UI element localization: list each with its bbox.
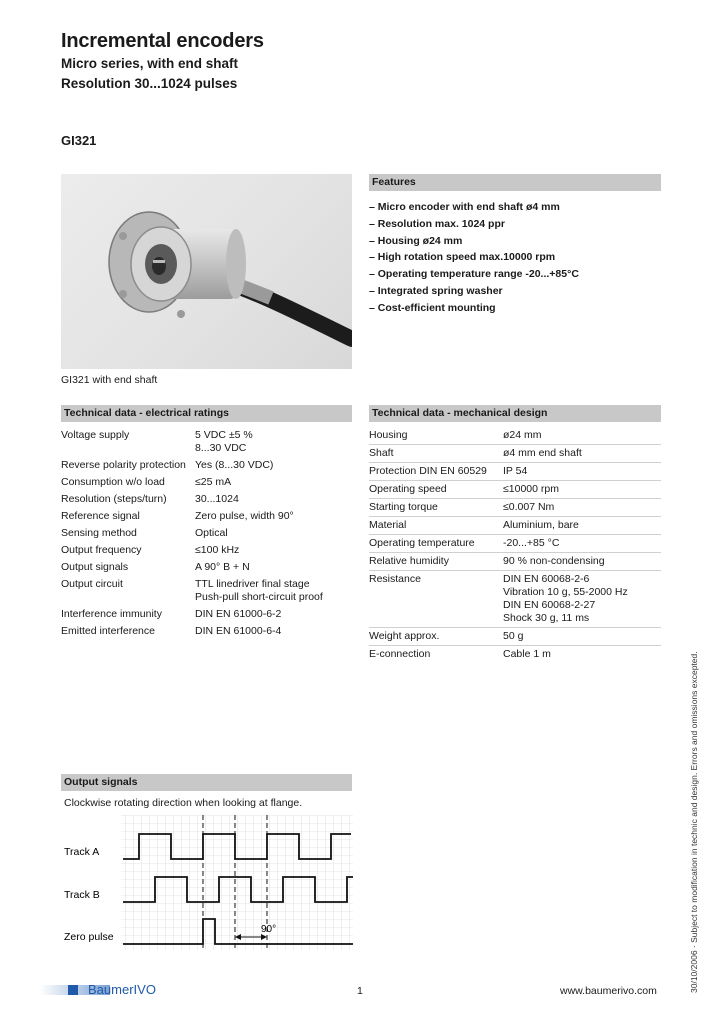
row-label: Emitted interference	[61, 625, 155, 637]
row-label: Resolution (steps/turn)	[61, 493, 167, 505]
row-label: Consumption w/o load	[61, 476, 165, 488]
brand-square-icon	[68, 985, 78, 995]
table-row	[369, 481, 661, 499]
mechanical-heading: Technical data - mechanical design	[369, 405, 661, 422]
table-row	[61, 623, 352, 640]
row-label: Material	[369, 519, 407, 531]
electrical-heading: Technical data - electrical ratings	[61, 405, 352, 422]
row-value: Aluminium, bare	[503, 519, 579, 531]
row-value: Zero pulse, width 90°	[195, 510, 294, 522]
brand-logo-text: Baumer	[88, 982, 134, 997]
feature-item: – Operating temperature range -20...+85°C	[369, 268, 579, 281]
features-section	[369, 174, 661, 317]
row-value: IP 54	[503, 465, 528, 477]
side-note-text: 30/10/2006 · Subject to modification in technic and design. Errors and omissions excepted.	[689, 651, 699, 993]
table-row	[61, 427, 352, 457]
row-label: Sensing method	[61, 527, 137, 539]
row-label: Relative humidity	[369, 555, 449, 567]
row-value: ø4 mm end shaft	[503, 447, 582, 459]
row-label: Output circuit	[61, 578, 123, 590]
table-row	[61, 491, 352, 508]
row-label: Starting torque	[369, 501, 438, 513]
table-row	[61, 542, 352, 559]
row-value: Cable 1 m	[503, 648, 551, 660]
table-row	[369, 646, 661, 663]
table-row	[61, 576, 352, 606]
page-title: Incremental encoders	[61, 30, 264, 52]
table-row	[369, 535, 661, 553]
table-row	[61, 457, 352, 474]
row-value: ≤100 kHz	[195, 544, 240, 556]
row-value: DIN EN 61000-6-4	[195, 625, 282, 637]
table-row	[369, 628, 661, 646]
brand-logo-suffix: IVO	[133, 982, 156, 997]
row-label: Output signals	[61, 561, 129, 573]
feature-item: – Integrated spring washer	[369, 284, 503, 297]
row-value: ø24 mm	[503, 429, 542, 441]
feature-item: – Cost-efficient mounting	[369, 301, 496, 314]
row-value: TTL linedriver final stage Push-pull short-circuit proof	[195, 578, 323, 603]
subtitle-series: Micro series, with end shaft	[61, 56, 239, 71]
encoder-illustration	[61, 174, 352, 369]
table-row	[369, 427, 661, 445]
row-value: ≤0.007 Nm	[503, 501, 555, 513]
feature-item: – Micro encoder with end shaft ø4 mm	[369, 201, 560, 213]
row-value: Optical	[195, 527, 228, 539]
zero-pulse-label: Zero pulse	[64, 931, 114, 943]
row-value: ≤10000 rpm	[503, 483, 559, 495]
row-label: Resistance	[369, 573, 421, 585]
table-row	[61, 525, 352, 542]
row-label: Reverse polarity protection	[61, 459, 186, 471]
row-value: -20...+85 °C	[503, 537, 560, 549]
row-label: Interference immunity	[61, 608, 162, 620]
subtitle-resolution: Resolution 30...1024 pulses	[61, 76, 238, 91]
row-label: Output frequency	[61, 544, 142, 556]
table-row	[61, 474, 352, 491]
product-code: GI321	[61, 133, 97, 148]
table-row	[369, 571, 661, 628]
side-note	[687, 651, 707, 995]
product-photo	[61, 174, 352, 369]
mechanical-design-table	[369, 405, 661, 663]
feature-item: – Resolution max. 1024 ppr	[369, 217, 505, 230]
table-row	[369, 445, 661, 463]
row-value: Yes (8...30 VDC)	[195, 459, 274, 471]
row-label: Operating speed	[369, 483, 447, 495]
electrical-ratings-table	[61, 405, 352, 640]
row-value: 30...1024	[195, 493, 239, 505]
row-value: 90 % non-condensing	[503, 555, 605, 567]
row-value: DIN EN 61000-6-2	[195, 608, 282, 620]
table-row	[369, 517, 661, 535]
row-label: E-connection	[369, 648, 431, 660]
row-value: DIN EN 60068-2-6 Vibration 10 g, 55-2000 Hz DIN EN 60068-2-27 Shock 30 g, 11 ms	[503, 573, 628, 624]
brand-logo	[88, 982, 156, 997]
table-row	[369, 463, 661, 481]
table-row	[369, 553, 661, 571]
features-heading: Features	[369, 174, 661, 191]
row-label: Reference signal	[61, 510, 140, 522]
row-value: A 90° B + N	[195, 561, 250, 573]
track-b-label: Track B	[64, 889, 100, 901]
output-signals-section	[61, 774, 352, 791]
phase-label: 90°	[261, 924, 277, 935]
output-signals-heading: Output signals	[61, 774, 352, 791]
row-value: ≤25 mA	[195, 476, 232, 488]
row-label: Shaft	[369, 447, 394, 459]
features-list	[369, 199, 661, 317]
row-value: 5 VDC ±5 % 8...30 VDC	[195, 429, 253, 454]
track-a-label: Track A	[64, 846, 100, 858]
row-label: Weight approx.	[369, 630, 440, 642]
row-label: Protection DIN EN 60529	[369, 465, 487, 477]
table-row	[61, 606, 352, 623]
table-row	[61, 508, 352, 525]
row-value: 50 g	[503, 630, 524, 642]
table-row	[61, 559, 352, 576]
feature-item: – Housing ø24 mm	[369, 234, 463, 247]
page-number: 1	[357, 985, 363, 997]
row-label: Operating temperature	[369, 537, 475, 549]
signal-timing-diagram	[61, 815, 361, 950]
feature-item: – High rotation speed max.10000 rpm	[369, 251, 556, 264]
row-label: Housing	[369, 429, 408, 441]
row-label: Voltage supply	[61, 429, 130, 441]
output-signals-description: Clockwise rotating direction when looking at flange.	[64, 797, 303, 809]
photo-caption: GI321 with end shaft	[61, 374, 158, 386]
footer-url[interactable]: www.baumerivo.com	[560, 985, 657, 997]
table-row	[369, 499, 661, 517]
